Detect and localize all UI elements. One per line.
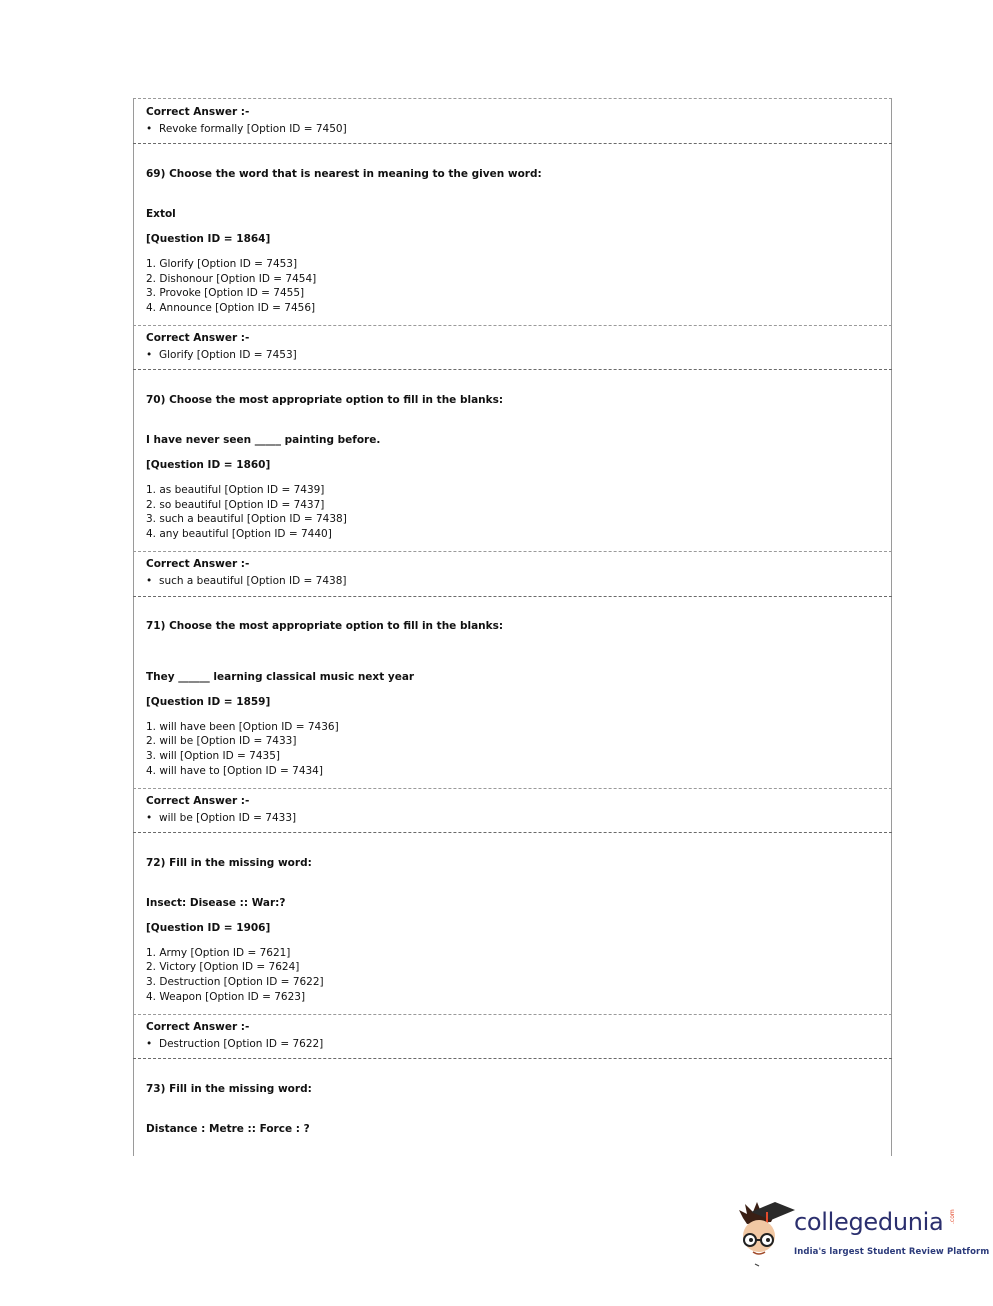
- question-prompt: Extol: [146, 208, 176, 220]
- option: 2. Victory [Option ID = 7624]: [146, 961, 300, 973]
- option: 3. Provoke [Option ID = 7455]: [146, 287, 305, 299]
- question-prompt: I have never seen _____ painting before.: [146, 434, 381, 446]
- question-id: [Question ID = 1859]: [146, 696, 271, 708]
- question-id: [Question ID = 1906]: [146, 922, 271, 934]
- question-prompt: Insect: Disease :: War:?: [146, 897, 286, 909]
- divider: [133, 1014, 892, 1015]
- option: 4. Weapon [Option ID = 7623]: [146, 991, 306, 1003]
- divider: [133, 325, 892, 326]
- option: 3. Destruction [Option ID = 7622]: [146, 976, 324, 988]
- correct-answer: • such a beautiful [Option ID = 7438]: [146, 575, 347, 587]
- divider: [133, 1058, 892, 1059]
- option: 1. Army [Option ID = 7621]: [146, 947, 291, 959]
- correct-answer: • Glorify [Option ID = 7453]: [146, 349, 297, 361]
- logo-wordmark: collegedunia: [794, 1208, 944, 1236]
- question-title: 70) Choose the most appropriate option to fill in the blanks:: [146, 394, 504, 406]
- option: 3. such a beautiful [Option ID = 7438]: [146, 513, 347, 525]
- question-title: 71) Choose the most appropriate option to fill in the blanks:: [146, 620, 504, 632]
- correct-answer-label: Correct Answer :-: [146, 1021, 250, 1033]
- question-prompt: Distance : Metre :: Force : ?: [146, 1123, 310, 1135]
- option: 4. any beautiful [Option ID = 7440]: [146, 528, 332, 540]
- option: 4. Announce [Option ID = 7456]: [146, 302, 316, 314]
- option: 1. will have been [Option ID = 7436]: [146, 721, 339, 733]
- logo-domain: .com: [949, 1209, 956, 1224]
- question-title: 72) Fill in the missing word:: [146, 857, 312, 869]
- correct-answer-label: Correct Answer :-: [146, 106, 250, 118]
- divider: [133, 596, 892, 597]
- divider: [133, 832, 892, 833]
- option: 4. will have to [Option ID = 7434]: [146, 765, 323, 777]
- option: 3. will [Option ID = 7435]: [146, 750, 280, 762]
- correct-answer-label: Correct Answer :-: [146, 558, 250, 570]
- option: 1. Glorify [Option ID = 7453]: [146, 258, 298, 270]
- option: 2. Dishonour [Option ID = 7454]: [146, 273, 317, 285]
- correct-answer: • Destruction [Option ID = 7622]: [146, 1038, 324, 1050]
- divider: [133, 551, 892, 552]
- question-id: [Question ID = 1860]: [146, 459, 271, 471]
- question-id: [Question ID = 1864]: [146, 233, 271, 245]
- divider: [133, 788, 892, 789]
- correct-answer-label: Correct Answer :-: [146, 795, 250, 807]
- logo-tagline: India's largest Student Review Platform: [794, 1247, 990, 1257]
- option: 2. will be [Option ID = 7433]: [146, 735, 297, 747]
- option: 2. so beautiful [Option ID = 7437]: [146, 499, 325, 511]
- divider: [133, 369, 892, 370]
- correct-answer: • will be [Option ID = 7433]: [146, 812, 297, 824]
- question-title: 73) Fill in the missing word:: [146, 1083, 312, 1095]
- correct-answer: • Revoke formally [Option ID = 7450]: [146, 123, 347, 135]
- question-title: 69) Choose the word that is nearest in meaning to the given word:: [146, 168, 542, 180]
- option: 1. as beautiful [Option ID = 7439]: [146, 484, 325, 496]
- divider: [133, 143, 892, 144]
- correct-answer-label: Correct Answer :-: [146, 332, 250, 344]
- question-prompt: They ______ learning classical music next year: [146, 671, 415, 683]
